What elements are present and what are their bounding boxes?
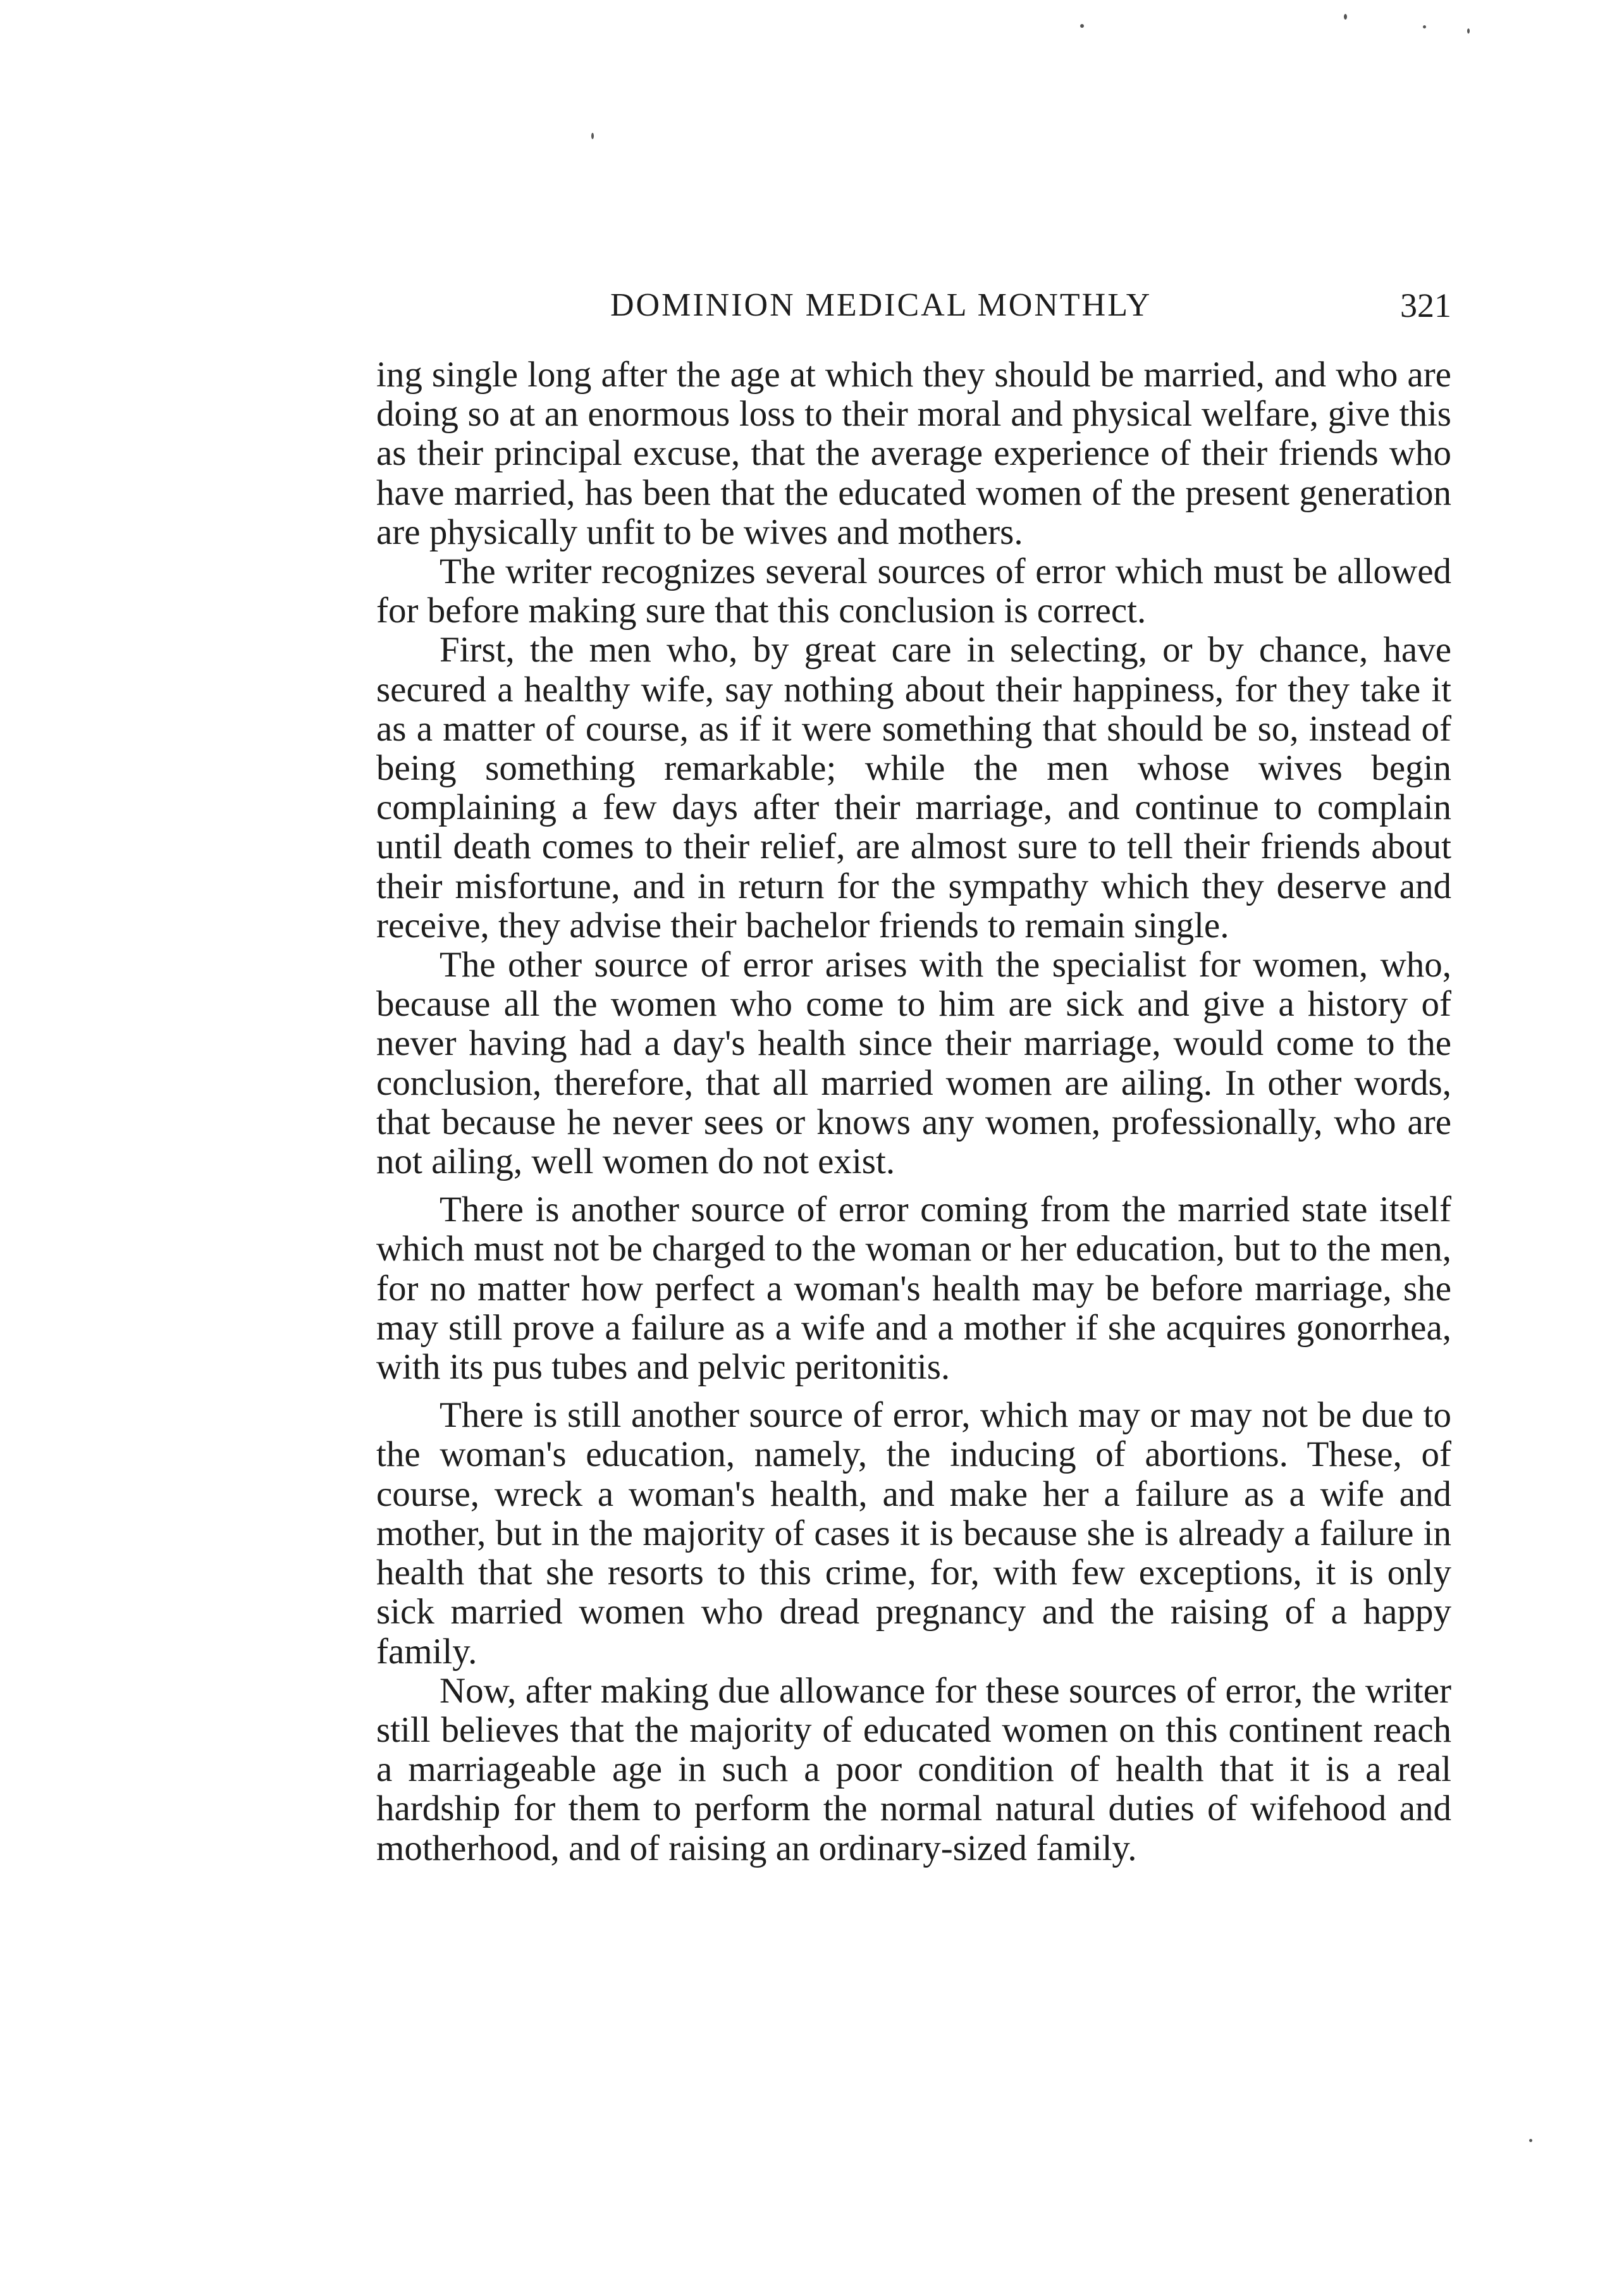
running-title: DOMINION MEDICAL MONTHLY <box>610 287 1152 323</box>
paragraph: There is another source of error coming from the married state itself which must not be charged to the woman or her education, but to the men, for no matter how perfect a woman's health may be before marriage, she may still prove a failure as a wife and a mother if she acquires gonorrhea, with its pus tubes and pelvic peritonitis. <box>376 1190 1451 1388</box>
paragraph: First, the men who, by great care in selecting, or by chance, have secured a healthy wife, say nothing about their happiness, for they take it as a matter of course, as if it were something that should be so, instead of being something remarkable; while the men whose wives begin complaining a few days after their marriage, and continue to complain until death comes to their relief, are almost sure to tell their friends about their misfortune, and in return for the sympathy which they deserve and receive, they advise their bachelor friends to remain single. <box>376 630 1451 946</box>
paragraph: The writer recognizes several sources of error which must be allowed for before making sure that this conclusion is correct. <box>376 551 1451 631</box>
paragraph-continued: ing single long after the age at which they should be married, and who are doing so at an enormous loss to their moral and physical welfare, give this as their principal excuse, that the average experience of their friends who have married, has been that the educated women of the present generation are physically unfit to be wives and mothers. <box>376 355 1451 552</box>
paragraph: The other source of error arises with the specialist for women, who, because all the women who come to him are sick and give a history of never having had a day's health since their marriage, would come to the conclusion, therefore, that all married women are ailing. In other words, that because he never sees or knows any women, professionally, who are not ailing, well women do not exist. <box>376 945 1451 1182</box>
text-body <box>376 355 1451 1868</box>
scan-speck <box>1529 2139 1532 2142</box>
scan-speck <box>1344 14 1347 20</box>
paragraph: Now, after making due allowance for these sources of error, the writer still believes that the majority of educated women on this continent reach a marriageable age in such a poor condition of health that it is a real hardship for them to perform the normal natural duties of wifehood and motherhood, and of raising an ordinary-sized family. <box>376 1670 1451 1868</box>
paragraph: There is still another source of error, which may or may not be due to the woman's education, namely, the inducing of abortions. These, of course, wreck a woman's health, and make her a failure as a wife and mother, but in the majority of cases it is because she is already a failure in health that she resorts to this crime, for, with few exceptions, it is only sick married women who dread pregnancy and the raising of a happy family. <box>376 1395 1451 1672</box>
scan-speck <box>1080 24 1084 28</box>
page-header <box>376 280 1451 331</box>
scan-speck <box>1467 28 1470 34</box>
scan-speck <box>591 133 594 139</box>
scan-speck <box>1423 25 1426 28</box>
page-number: 321 <box>1400 286 1451 324</box>
